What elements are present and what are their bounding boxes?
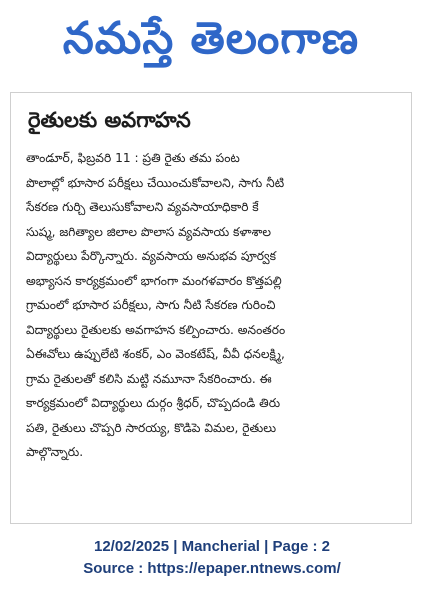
article-line: పతి, రైతులు చొప్పరి సారయ్య, కొడిపె విమల, రైతులు [26,420,277,435]
newspaper-masthead [10,6,412,72]
edition-meta: 12/02/2025 | Mancherial | Page : 2 [93,538,331,555]
article-line: గ్రామంలో భూసార పరీక్షలు, సాగు నీటి సేకరణ గురించి [26,298,276,312]
article-line: సేకరణ గుర్చి తెలుసుకోవాలని వ్యవసాయాధికారి కే [26,200,259,214]
article-line: తాండూర్, ఫిబ్రవరి 11 : ప్రతి రైతు తమ పంట [26,151,240,165]
article-headline: రైతులకు అవగాహన [28,108,191,132]
source-link[interactable]: Source : https://epaper.ntnews.com/ [83,560,341,577]
clipping-footer [0,536,424,580]
article-line: విద్యార్థులు పేర్కొన్నారు. వ్యవసాయ అనుభవ పూర్వక [26,249,276,263]
article-line: ఏఈవోలు ఉప్పులేటి శంకర్, ఎం వెంకటేష్, వీవీ ధనలక్ష్మి, [26,347,285,361]
article-line: సుష్మ, జగిత్యాల జిలాల పొలాస వ్యవసాయ కళాశాల [26,224,271,239]
article-line: కార్యక్రమంలో విద్యార్థులు దుర్గం శ్రీధర్, చొప్పదండి తిరు [26,396,281,410]
masthead-title: నమస్తే తెలంగాణ [62,13,360,64]
article-line: విద్యార్థులు రైతులకు అవగాహన కల్పించారు. అనంతరం [26,322,286,337]
article-line: పొలాల్లో భూసార పరీక్షలు చేయించుకోవాలని, సాగు నీటి [26,175,285,190]
article-line: పాల్గొన్నారు. [26,445,84,459]
article-line: అభ్యాసన కార్యక్రమంలో భాగంగా మంగళవారం కొత్తపల్లి [26,273,282,288]
article-body [26,146,400,465]
article-line: గ్రామ రైతులతో కలిసి మట్టి నమూనా సేకరించారు. ఈ [26,371,272,386]
